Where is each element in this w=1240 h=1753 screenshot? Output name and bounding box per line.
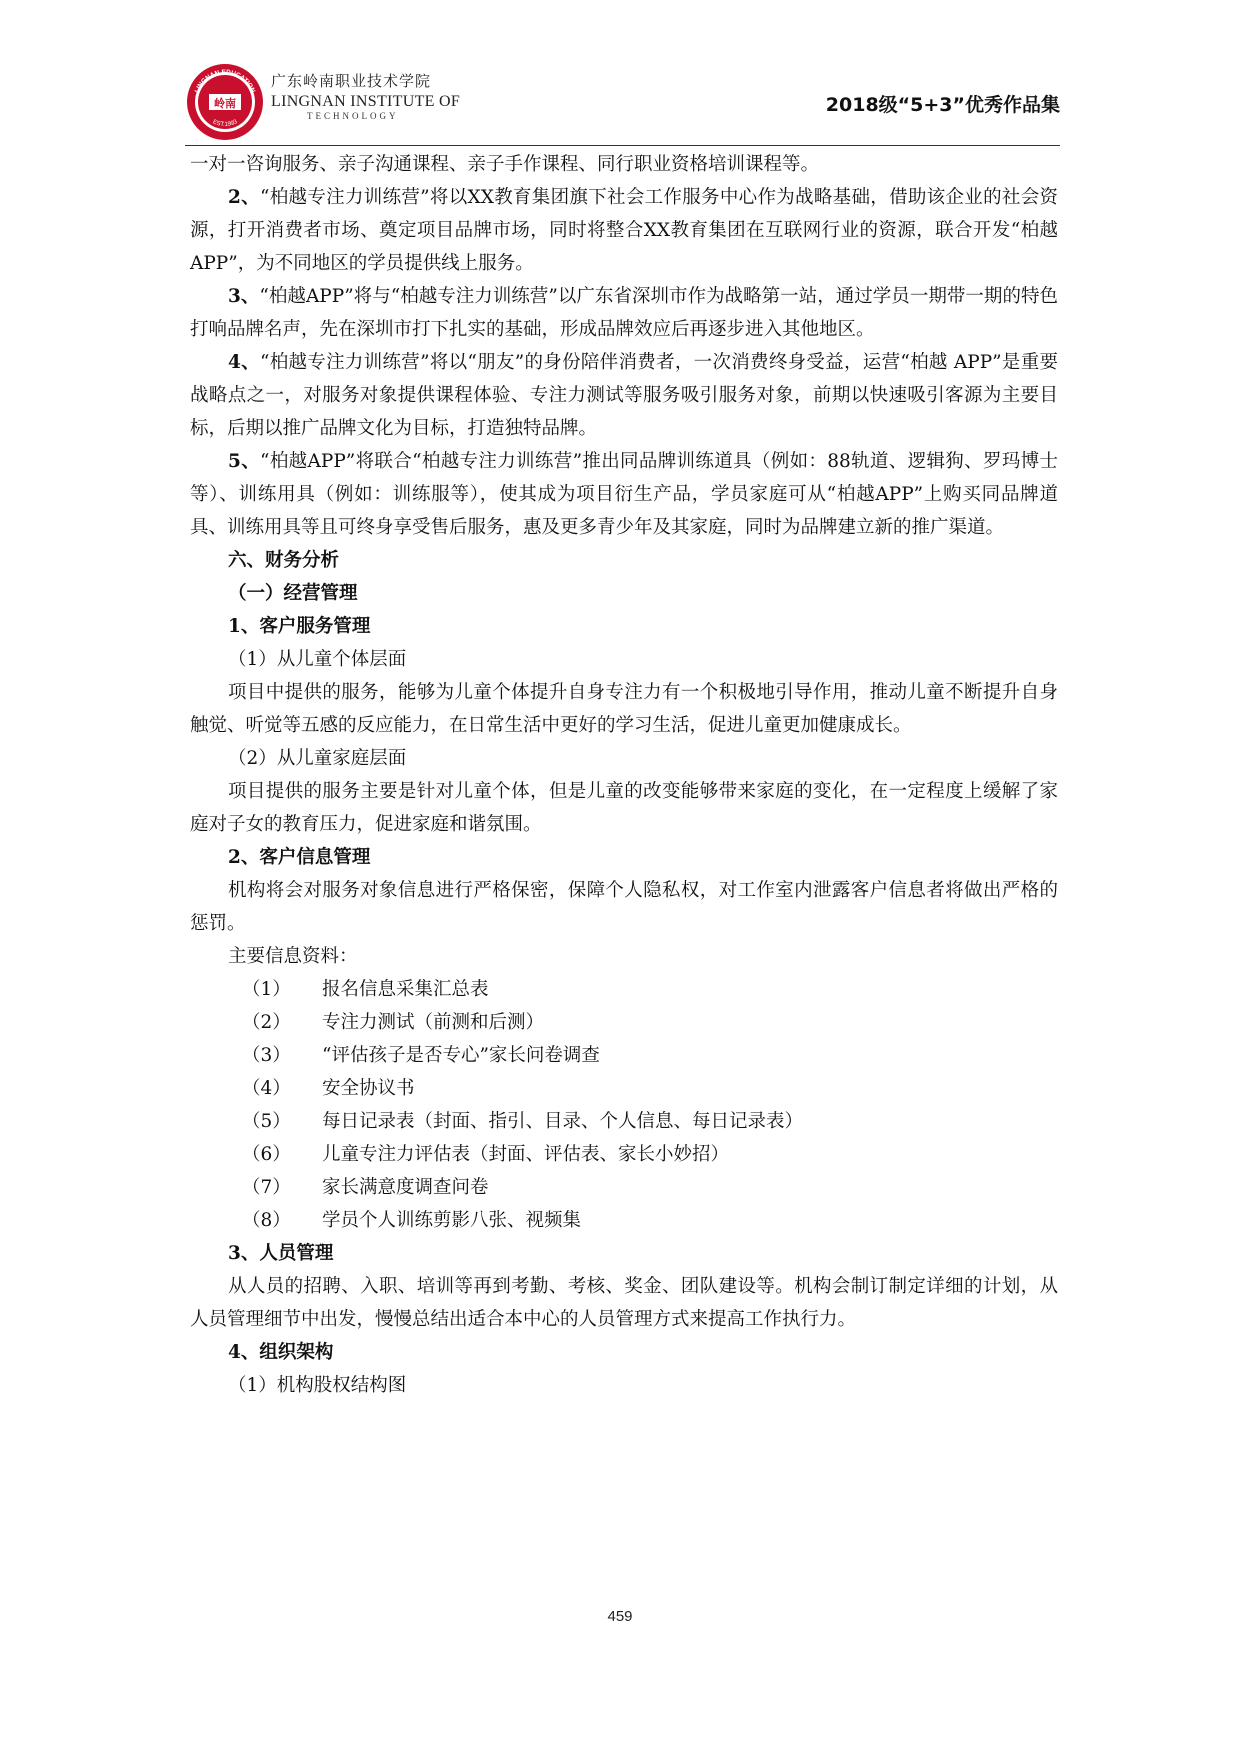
collection-title: 2018级“5+3”优秀作品集 xyxy=(825,94,1060,116)
header-rule xyxy=(185,145,1060,146)
list-item: （1） 报名信息采集汇总表 xyxy=(242,979,489,1000)
heading-personnel: 3、人员管理 xyxy=(228,1243,334,1264)
page-header xyxy=(185,62,1060,144)
paragraph: 主要信息资料： xyxy=(228,946,358,967)
paragraph-number: 4、 xyxy=(228,352,260,373)
subsection-heading: （一）经营管理 xyxy=(228,583,358,604)
subheading: （2）从儿童家庭层面 xyxy=(228,748,407,769)
info-list xyxy=(190,973,1058,1237)
document-body xyxy=(190,148,1058,1402)
section-heading: 六、财务分析 xyxy=(228,550,340,571)
paragraph: 从人员的招聘、入职、培训等再到考勤、考核、奖金、团队建设等。机构会制订制定详细的计划，从人员管理细节中出发，慢慢总结出适合本中心的人员管理方式来提高工作执行力。 xyxy=(190,1276,1058,1330)
institution-en-line1: LINGNAN INSTITUTE OF xyxy=(271,93,461,110)
list-item: （4） 安全协议书 xyxy=(242,1078,415,1099)
lingnan-logo xyxy=(185,62,265,142)
paragraph xyxy=(190,346,1058,445)
subheading: （1）从儿童个体层面 xyxy=(228,649,407,670)
paragraph-number: 3、 xyxy=(228,286,260,307)
heading-organization: 4、组织架构 xyxy=(228,1342,334,1363)
paragraph-text: “柏越APP”将联合“柏越专注力训练营”推出同品牌训练道具（例如：88轨道、逻辑狗、罗玛博士等）、训练用具（例如：训练服等），使其成为项目衍生产品，学员家庭可从“柏越APP”上购买同品牌道具、训练用具等且可终身享受售后服务，惠及更多青少年及其家庭，同时为品牌建立新的推广渠道。 xyxy=(190,451,1058,538)
paragraph-text: “柏越APP”将与“柏越专注力训练营”以广东省深圳市作为战略第一站，通过学员一期带一期的特色打响品牌名声，先在深圳市打下扎实的基础，形成品牌效应后再逐步进入其他地区。 xyxy=(190,286,1058,340)
institution-cn: 广东岭南职业技术学院 xyxy=(271,72,432,90)
list-item: （3） “评估孩子是否专心”家长问卷调查 xyxy=(242,1045,600,1066)
page-number: 459 xyxy=(607,1608,633,1625)
paragraph: 项目中提供的服务，能够为儿童个体提升自身专注力有一个积极地引导作用，推动儿童不断提升自身触觉、听觉等五感的反应能力，在日常生活中更好的学习生活，促进儿童更加健康成长。 xyxy=(190,682,1058,736)
paragraph xyxy=(190,280,1058,346)
list-item: （8） 学员个人训练剪影八张、视频集 xyxy=(242,1210,582,1231)
paragraph-text: “柏越专注力训练营”将以XX教育集团旗下社会工作服务中心作为战略基础，借助该企业的社会资源，打开消费者市场、奠定项目品牌市场，同时将整合XX教育集团在互联网行业的资源，联合开发“柏越APP”，为不同地区的学员提供线上服务。 xyxy=(190,187,1058,274)
subheading: （1）机构股权结构图 xyxy=(228,1375,407,1396)
logo-ring-text: LINGNAN EDUCATION xyxy=(193,68,257,94)
list-item: （2） 专注力测试（前测和后测） xyxy=(242,1012,545,1033)
list-item: （7） 家长满意度调查问卷 xyxy=(242,1177,489,1198)
institution-name xyxy=(271,70,460,121)
logo-est-text: EST.1993 xyxy=(211,119,239,129)
list-item: （6） 儿童专注力评估表（封面、评估表、家长小妙招） xyxy=(242,1144,730,1165)
paragraph: 机构将会对服务对象信息进行严格保密，保障个人隐私权，对工作室内泄露客户信息者将做出严格的惩罚。 xyxy=(190,880,1058,934)
paragraph xyxy=(190,445,1058,544)
list-item: （5） 每日记录表（封面、指引、目录、个人信息、每日记录表） xyxy=(242,1111,804,1132)
paragraph-number: 5、 xyxy=(228,451,261,472)
institution-en-line2: TECHNOLOGY xyxy=(307,111,399,121)
heading-customer-service: 1、客户服务管理 xyxy=(228,616,371,637)
paragraph-text: “柏越专注力训练营”将以“朋友”的身份陪伴消费者，一次消费终身受益，运营“柏越 APP”是重要战略点之一，对服务对象提供课程体验、专注力测试等服务吸引服务对象，前期以快速吸引客源为主要目标，后期以推广品牌文化为目标，打造独特品牌。 xyxy=(190,352,1059,439)
paragraph-number: 2、 xyxy=(228,187,260,208)
paragraph: 一对一咨询服务、亲子沟通课程、亲子手作课程、同行职业资格培训课程等。 xyxy=(190,154,820,175)
logo-chars: 岭南 xyxy=(214,97,236,110)
paragraph xyxy=(190,181,1058,280)
paragraph: 项目提供的服务主要是针对儿童个体，但是儿童的改变能够带来家庭的变化，在一定程度上缓解了家庭对子女的教育压力，促进家庭和谐氛围。 xyxy=(190,781,1058,835)
heading-customer-info: 2、客户信息管理 xyxy=(228,847,371,868)
